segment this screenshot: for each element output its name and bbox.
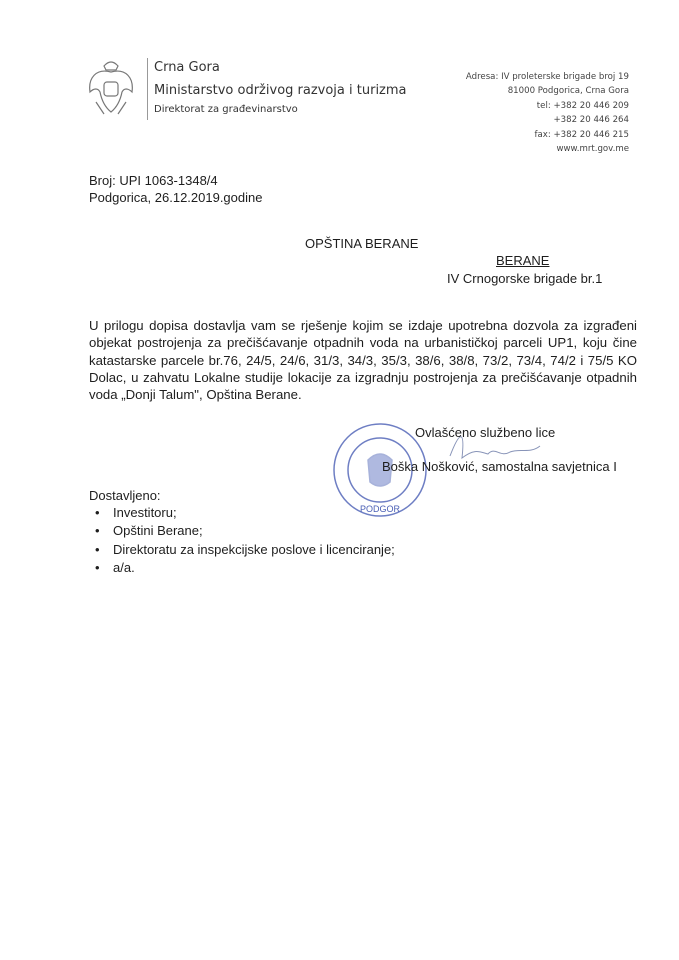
coat-of-arms-logo (86, 58, 136, 118)
signatory-title: Ovlašćeno službeno lice (415, 425, 556, 440)
signatory-name: Boška Nošković, samostalna savjetnica I (382, 459, 617, 474)
recipient-name: OPŠTINA BERANE (305, 236, 419, 251)
ministry-address (466, 70, 629, 156)
phone-line: +382 20 446 264 (553, 115, 629, 126)
address-line: Adresa: IV proleterske brigade broj 19 (465, 72, 629, 82)
country-name: Crna Gora (154, 60, 220, 75)
delivered-label: Dostavljeno: (89, 488, 161, 503)
list-item: • Direktoratu za inspekcijske poslove i licenciranje; (95, 541, 395, 559)
address-line: 81000 Podgorica, Crna Gora (507, 86, 629, 97)
list-item: • Opštini Berane; (95, 522, 395, 540)
letterhead-divider (147, 58, 148, 120)
list-item: • a/a. (95, 559, 395, 577)
website: www.mrt.gov.me (556, 144, 629, 155)
phone-line: tel: +382 20 446 209 (536, 100, 629, 111)
ministry-name: Ministarstvo održivog razvoja i turizma (154, 83, 407, 98)
reference-block (89, 172, 262, 206)
delivered-list (95, 504, 395, 578)
letter-body: U prilogu dopisa dostavlja vam se rješenje kojim se izdaje upotrebna dozvola za izgrađeni objekat postrojenja za prečišćavanje otpadnih voda na urbanističkoj parceli UP1, koju čine katastarske parcele br.76, 24/5, 24/6, 31/3, 34/3, 35/3, 38/6, 38/8, 73/2, 73/4, 74/2 i 75/5 KO Dolac, u zahvatu Lokalne studije lokacije za izgradnju postrojenja za prečišćavanje otpadnih voda „Donji Talum", Opština Berane. (89, 318, 637, 403)
fax-line: fax: +382 20 446 215 (534, 129, 629, 140)
recipient-street: IV Crnogorske brigade br.1 (447, 271, 603, 286)
reference-number: Broj: UPI 1063-1348/4 (89, 173, 218, 188)
list-item: • Investitoru; (95, 504, 395, 522)
place-date: Podgorica, 26.12.2019.godine (89, 190, 263, 205)
stamp-text: PODGOR (359, 504, 401, 514)
recipient-city: BERANE (496, 253, 550, 268)
directorate-name: Direktorat za građevinarstvo (154, 104, 298, 115)
